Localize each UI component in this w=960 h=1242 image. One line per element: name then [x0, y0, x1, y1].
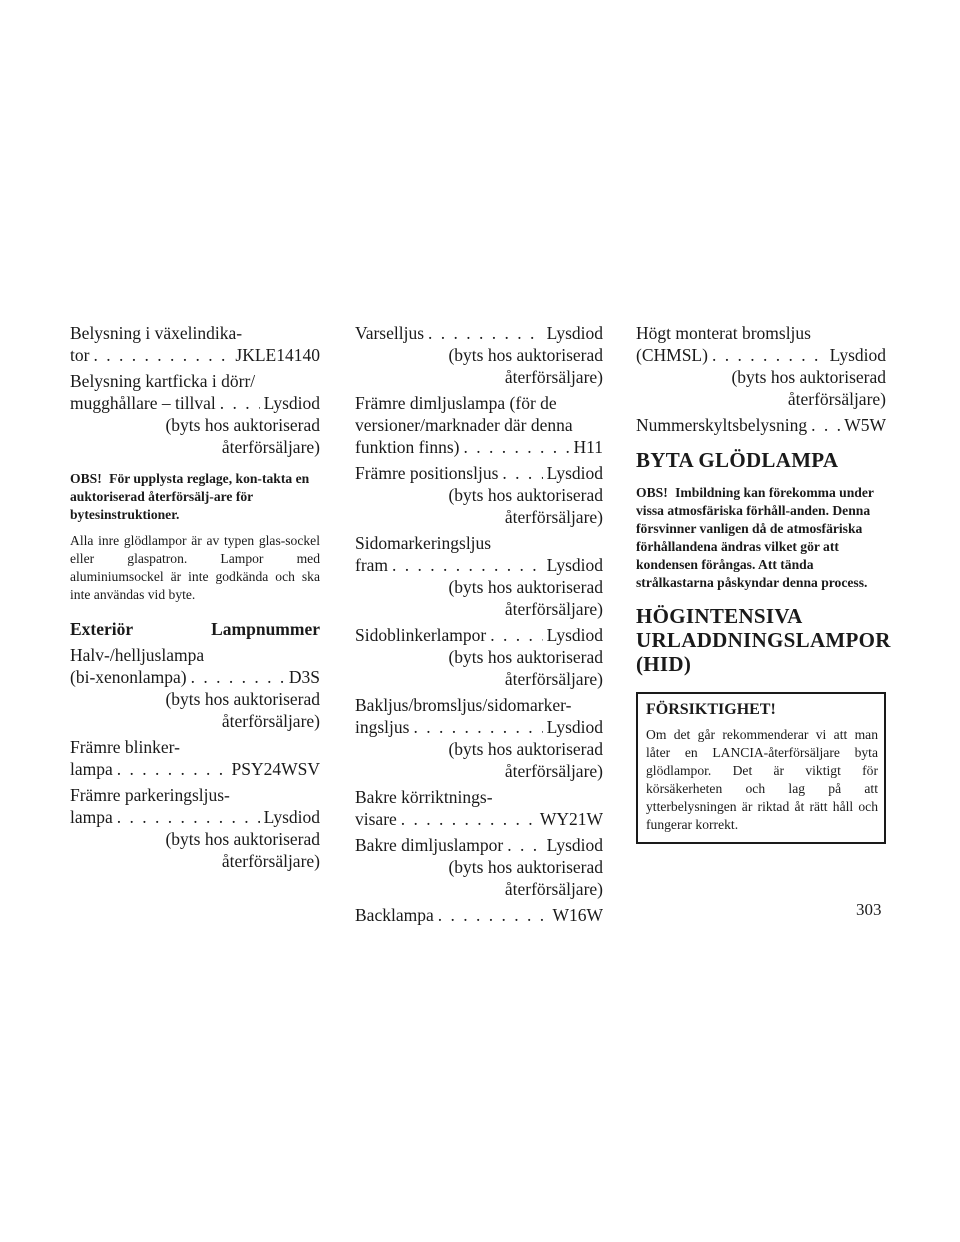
column-1: [70, 322, 320, 876]
bulb-number: Lysdiod: [546, 555, 603, 575]
entry-label: Sidoblinkerlampor: [355, 625, 487, 645]
entry-label: Bakre körriktnings-: [355, 787, 493, 807]
entry-label: Varselljus: [355, 323, 425, 343]
entry-leader-line: [70, 392, 320, 414]
entry-note: (byts hos auktoriserad: [165, 829, 320, 849]
bulb-entry-front-turn: [70, 736, 320, 780]
entry-label: ingsljus: [355, 717, 410, 737]
entry-note: återförsäljare): [787, 389, 886, 409]
leader-dots: [712, 344, 826, 366]
entry-label: mugghållare – tillval: [70, 393, 216, 413]
heading-line: HÖGINTENSIVA: [636, 604, 803, 628]
entry-label: Bakljus/bromsljus/sidomarker-: [355, 695, 572, 715]
entry-label: fram: [355, 555, 389, 575]
entry-leader-line: [70, 344, 320, 366]
entry-label: lampa: [70, 807, 113, 827]
entry-label: Bakre dimljuslampor: [355, 835, 504, 855]
note-obs: [636, 484, 886, 592]
bulb-number: Lysdiod: [546, 323, 603, 343]
entry-label: Främre positionsljus: [355, 463, 499, 483]
bulb-entry-rear-fog: [355, 834, 603, 900]
entry-note: (byts hos auktoriserad: [165, 415, 320, 435]
entry-note: (byts hos auktoriserad: [448, 577, 603, 597]
bulb-entry-drl: [355, 322, 603, 388]
entry-note: (byts hos auktoriserad: [448, 647, 603, 667]
bulb-number: JKLE14140: [235, 345, 320, 365]
section-heading-bulb-replacement: BYTA GLÖDLAMPA: [636, 448, 839, 472]
entry-leader-line: [355, 322, 603, 344]
bulb-entry-rear-turn: [355, 786, 603, 830]
table-header-left: Exteriör: [70, 619, 134, 639]
entry-label: (CHMSL): [636, 345, 708, 365]
leader-dots: [438, 904, 549, 926]
entry-note: (byts hos auktoriserad: [731, 367, 886, 387]
bulb-number: W5W: [844, 415, 886, 435]
entry-note: återförsäljare): [504, 761, 603, 781]
leader-dots: [507, 834, 542, 856]
bulb-number: Lysdiod: [829, 345, 886, 365]
entry-label: Främre parkeringsljus-: [70, 785, 230, 805]
bulb-number: Lysdiod: [546, 717, 603, 737]
bulb-entry-tail-brake: [355, 694, 603, 782]
entry-note: återförsäljare): [504, 599, 603, 619]
bulb-number: Lysdiod: [263, 807, 320, 827]
caution-box: [636, 692, 886, 844]
column-2: [355, 322, 603, 930]
entry-note: (byts hos auktoriserad: [448, 857, 603, 877]
entry-note: återförsäljare): [504, 367, 603, 387]
entry-leader-line: [355, 904, 603, 926]
entry-leader-line: [355, 462, 603, 484]
entry-leader-line: [355, 436, 603, 458]
column-3: [636, 322, 891, 844]
entry-leader-line: [355, 554, 603, 576]
leader-dots: [811, 414, 840, 436]
entry-note: återförsäljare): [221, 437, 320, 457]
entry-leader-line: [636, 414, 886, 436]
table-header-right: Lampnummer: [211, 619, 320, 639]
bulb-number: PSY24WSV: [231, 759, 320, 779]
bulb-entry-backup: [355, 904, 603, 926]
entry-note: (byts hos auktoriserad: [448, 345, 603, 365]
caution-body: Om det går rekommenderar vi att man låter en LANCIA-återförsäljare byta glödlampor. Det är viktigt för körsäkerheten och lag på att ytterbelysningen är riktad åt rätt håll och fungerar korrekt.: [646, 727, 878, 832]
bulb-entry-headlamp: [70, 644, 320, 732]
entry-leader-line: [355, 834, 603, 856]
entry-leader-line: [70, 806, 320, 828]
leader-dots: [490, 624, 542, 646]
entry-note: (byts hos auktoriserad: [165, 689, 320, 709]
entry-leader-line: [355, 808, 603, 830]
entry-label: Nummerskyltsbelysning: [636, 415, 808, 435]
bulb-number: Lysdiod: [546, 463, 603, 483]
leader-dots: [464, 436, 570, 458]
entry-note: återförsäljare): [504, 879, 603, 899]
entry-label: Backlampa: [355, 905, 434, 925]
body-paragraph: Alla inre glödlampor är av typen glas-sockel eller glaspatron. Lampor med aluminiumsockel är inte godkända och ska inte användas vid byte.: [70, 533, 320, 602]
obs-tag: OBS!: [636, 485, 668, 500]
section-heading-hid: [636, 604, 891, 676]
entry-label: lampa: [70, 759, 113, 779]
bulb-entry-license-plate: [636, 414, 886, 436]
entry-leader-line: [355, 716, 603, 738]
leader-dots: [401, 808, 536, 830]
leader-dots: [220, 392, 260, 414]
leader-dots: [392, 554, 543, 576]
bulb-entry-side-marker: [355, 532, 603, 620]
entry-label: funktion finns): [355, 437, 460, 457]
bulb-entry-front-fog: [355, 392, 603, 458]
bulb-number: H11: [573, 437, 603, 457]
bulb-number: Lysdiod: [263, 393, 320, 413]
entry-leader-line: [70, 666, 320, 688]
entry-note: (byts hos auktoriserad: [448, 739, 603, 759]
entry-label: Högt monterat bromsljus: [636, 323, 811, 343]
bulb-number: Lysdiod: [546, 625, 603, 645]
entry-label: Belysning i växelindika-: [70, 323, 243, 343]
bulb-entry-front-park: [70, 784, 320, 872]
leader-dots: [93, 344, 231, 366]
entry-label: Sidomarkeringsljus: [355, 533, 492, 553]
caution-title: FÖRSIKTIGHET!: [646, 701, 776, 718]
entry-label: Halv-/helljuslampa: [70, 645, 205, 665]
heading-line: URLADDNINGSLAMPOR: [636, 628, 891, 652]
entry-note: återförsäljare): [221, 711, 320, 731]
leader-dots: [428, 322, 543, 344]
entry-label: Belysning kartficka i dörr/: [70, 371, 256, 391]
entry-label: (bi-xenonlampa): [70, 667, 187, 687]
entry-note: återförsäljare): [504, 669, 603, 689]
bulb-entry-front-position: [355, 462, 603, 528]
entry-label: tor: [70, 345, 90, 365]
entry-leader-line: [70, 758, 320, 780]
entry-label: versioner/marknader där denna: [355, 415, 573, 435]
bulb-number: WY21W: [539, 809, 603, 829]
entry-leader-line: [636, 344, 886, 366]
bulb-entry-side-turn: [355, 624, 603, 690]
obs-text: För upplysta reglage, kon-takta en auktoriserad återförsälj-are för bytesinstruktioner.: [70, 471, 310, 522]
entry-label: Främre blinker-: [70, 737, 180, 757]
entry-note: återförsäljare): [221, 851, 320, 871]
entry-label: visare: [355, 809, 397, 829]
note-obs: [70, 470, 320, 524]
leader-dots: [117, 758, 228, 780]
bulb-entry-chmsl: [636, 322, 886, 410]
obs-text: Imbildning kan förekomma under vissa atmosfäriska förhåll-anden. Denna försvinner vanligen då de atmosfäriska förhållandena ändras vilket gör att kondensen förångas. Att tända strålkastarna påskyndar denna process.: [636, 485, 874, 590]
leader-dots: [413, 716, 542, 738]
bulb-entry-gear-indicator: [70, 322, 320, 366]
entry-label: Främre dimljuslampa (för de: [355, 393, 557, 413]
leader-dots: [191, 666, 285, 688]
entry-leader-line: [355, 624, 603, 646]
bulb-number: D3S: [288, 667, 320, 687]
bulb-entry-map-pocket: [70, 370, 320, 458]
bulb-number: Lysdiod: [546, 835, 603, 855]
entry-note: (byts hos auktoriserad: [448, 485, 603, 505]
obs-tag: OBS!: [70, 471, 102, 486]
page-number: 303: [856, 900, 882, 919]
heading-line: (HID): [636, 652, 692, 676]
leader-dots: [502, 462, 542, 484]
entry-note: återförsäljare): [504, 507, 603, 527]
bulb-number: W16W: [552, 905, 603, 925]
table-header: [70, 618, 320, 640]
leader-dots: [117, 806, 260, 828]
